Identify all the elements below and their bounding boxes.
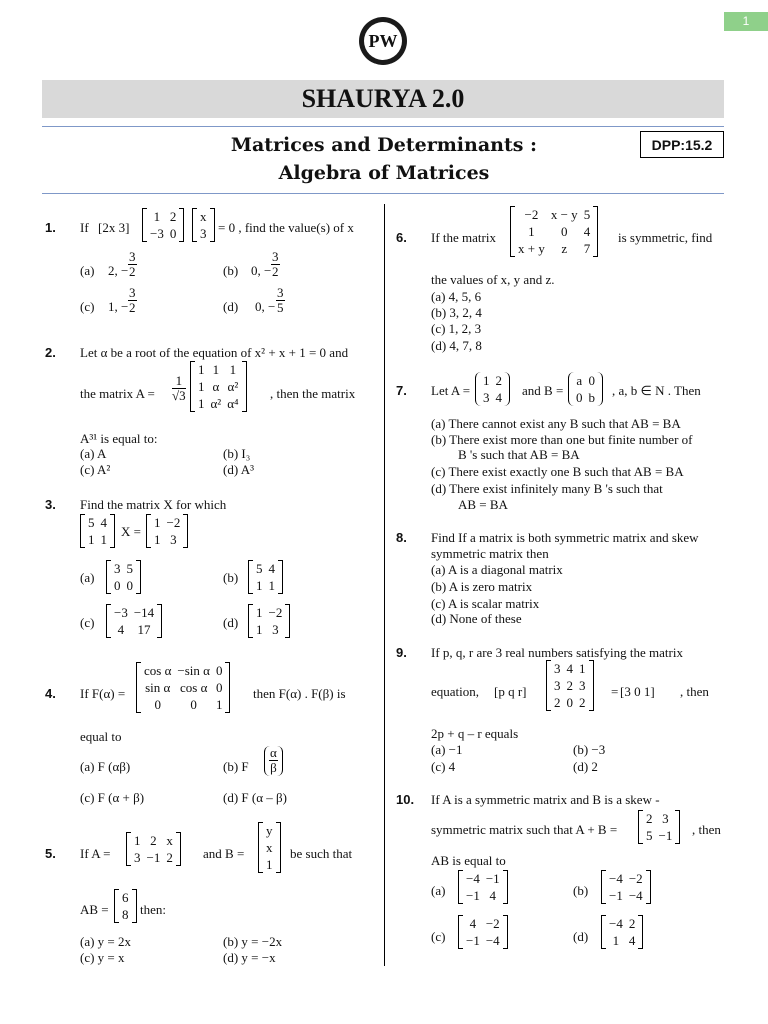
matrix-cell: −1 [466,888,480,903]
q10-option-b-matrix [601,870,651,904]
option: (c) y = x [80,950,125,965]
q9-matrix [546,660,594,711]
matrix-row [195,361,242,378]
matrix-cell: 3 [483,390,490,405]
option: (b) y = −2x [223,934,283,949]
option: (a) y = 2x [80,934,132,949]
matrix-row [463,932,503,949]
q10-option-c-matrix [458,915,508,949]
option: (d) 2 [573,759,598,774]
matrix-row [131,832,176,849]
matrix-cell: −4 [466,871,480,886]
matrix-cell: x [166,833,173,848]
q10-option-d-matrix [601,915,643,949]
column-divider [384,204,385,966]
q10-text: , then [692,822,721,837]
matrix-cell: 2 [166,850,173,865]
matrix-cell: 2 [579,695,586,710]
matrix-cell: 5 [583,207,591,222]
q10-text: symmetric matrix such that A + B = [431,822,618,837]
option-label: (b) [223,263,239,278]
q4-text: equal to [80,729,122,744]
q4-text: If F(α) = [80,686,126,701]
matrix-cell: 1 [198,396,205,411]
matrix-row [197,225,210,242]
matrix-cell: α² [227,379,239,394]
matrix-cell: −2 [628,871,643,886]
matrix-cell: 1 [154,532,161,547]
matrix-cell: sin α [145,680,171,695]
matrix-row [151,514,183,531]
matrix-cell: 6 [122,890,129,905]
option: (a) F (αβ) [80,759,131,774]
option: (c) There exist exactly one B such that AB = BA [431,464,684,479]
option-label: (d) [573,929,589,944]
q3-option-d-matrix [248,604,290,638]
option-label: (b) [573,883,589,898]
option: (b) A is zero matrix [431,579,533,594]
matrix-row [573,372,598,389]
matrix-cell: cos α [144,663,172,678]
matrix-cell: 3 [272,622,279,637]
option: (a) There cannot exist any B such that AB = BA [431,416,681,431]
q9-text: If p, q, r are 3 real numbers satisfying the matrix [431,645,683,660]
matrix-row [606,887,646,904]
matrix-cell: 4 [583,224,591,239]
option: (c) F (α + β) [80,790,145,805]
q3-matrix-b [146,514,188,548]
page-number: 1 [724,12,768,31]
option-label: (a) [80,263,95,278]
option-label: (b) [223,570,239,585]
q7-matrix-a [475,372,510,406]
q8-text: Find If a matrix is both symmetric matrix and skew [431,530,699,545]
q5-matrix-a [126,832,181,866]
matrix-cell: 4 [117,622,125,637]
option-label: (d) [223,615,239,630]
matrix-cell: 0 [126,578,133,593]
matrix-cell: 4 [489,888,497,903]
matrix-cell: α⁴ [227,396,239,411]
q4-text: then F(α) . F(β) is [253,686,346,701]
matrix-cell: −4 [628,888,643,903]
q8-text: symmetric matrix then [431,546,549,561]
matrix-cell: 4 [495,390,502,405]
option-label: (a) [431,883,446,898]
matrix-cell: 1 [229,362,237,377]
matrix-cell: 8 [122,907,129,922]
matrix-row [85,531,110,548]
matrix-cell: 2 [554,695,561,710]
matrix-cell: −4 [609,916,623,931]
question-number: 9. [396,645,407,660]
matrix-row [263,839,276,856]
q5-matrix-b [258,822,281,873]
matrix-row [141,662,225,679]
matrix-cell: 4 [100,515,107,530]
q1-text: If [80,220,89,235]
matrix-cell: x + y [518,241,545,256]
matrix-row [151,531,183,548]
q2-text: the matrix A = [80,386,155,401]
matrix-row [463,915,503,932]
q3-option-c-matrix [106,604,162,638]
matrix-cell: 1 [528,224,535,239]
matrix-cell: 4 [268,561,275,576]
pw-logo [358,16,408,66]
q3-option-a-matrix [106,560,141,594]
matrix-cell: 3 [200,226,207,241]
fraction: $\frac{3}{2}$ [272,249,279,279]
matrix-cell: −14 [133,605,155,620]
matrix-row [606,932,638,949]
matrix-row [141,696,225,713]
matrix-cell: −2 [485,916,500,931]
q10-text: AB is equal to [431,853,506,868]
matrix-cell: 5 [256,561,263,576]
option-text: 2, − [108,263,129,278]
matrix-row [253,604,285,621]
matrix-cell: 0 [561,224,568,239]
fraction: $\frac{3}{2}$ [129,249,136,279]
q5-text: then: [140,902,166,917]
option: (b) −3 [573,742,606,757]
matrix-cell: 2 [646,811,653,826]
divider [42,126,724,127]
option: (c) 4 [431,759,456,774]
option: (d) F (α – β) [223,790,287,805]
matrix-cell: −1 [146,850,161,865]
question-number: 2. [45,345,56,360]
q10-option-a-matrix [458,870,508,904]
matrix-row [463,887,503,904]
q7-text: Let A = [431,383,471,398]
option-text: 0, − [255,299,276,314]
matrix-row [131,849,176,866]
matrix-cell: 1 [215,697,223,712]
q5-text: If A = [80,846,111,861]
option: (d) y = −x [223,950,276,965]
option: (b) 3, 2, 4 [431,305,482,320]
matrix-row [111,621,157,638]
matrix-cell: 1 [153,209,161,224]
matrix-cell: 1 [198,362,205,377]
matrix-row [263,856,276,873]
matrix-cell: −3 [150,226,164,241]
option-label: (c) [80,615,95,630]
matrix-cell: a [576,373,583,388]
matrix-cell: 1 [579,661,586,676]
matrix-cell: 7 [583,241,591,256]
matrix-cell: 0 [169,226,177,241]
matrix-cell: 0 [190,697,197,712]
question-number: 5. [45,846,56,861]
matrix-row [515,206,593,223]
option: B 's such that AB = BA [458,447,580,462]
matrix-cell: 1 [266,857,273,872]
option: (a) 4, 5, 6 [431,289,482,304]
q10-matrix [638,810,680,844]
matrix-row [606,915,638,932]
matrix-cell: 1 [256,605,263,620]
option: (b) F [223,759,249,774]
q9-rhs: [3 0 1] [620,684,655,699]
matrix-cell: 3 [134,850,141,865]
fraction: $\frac{3}{2}$ [129,285,136,315]
q7-text: , a, b ∈ N . Then [612,383,701,398]
question-number: 3. [45,497,56,512]
q2-text: Let α be a root of the equation of x² + x + 1 = 0 and [80,345,349,360]
matrix-row [551,677,589,694]
matrix-cell: 1 [268,578,275,593]
matrix-cell: α² [210,396,222,411]
matrix-row [85,514,110,531]
q4-matrix [136,662,230,713]
matrix-cell: 3 [579,678,586,693]
matrix-cell: 2 [169,209,177,224]
question-number: 4. [45,686,56,701]
matrix-cell: 4 [469,916,477,931]
matrix-row [195,395,242,412]
matrix-row [643,827,675,844]
matrix-cell: x − y [550,207,578,222]
q6-text: the values of x, y and z. [431,272,555,287]
option: (d) 4, 7, 8 [431,338,482,353]
svg-text:PW: PW [368,31,398,51]
matrix-cell: y [266,823,273,838]
option: (d) A³ [223,462,254,477]
q7-matrix-b [568,372,603,406]
q2-text: A³¹ is equal to: [80,431,158,446]
option: (c) 1, 2, 3 [431,321,482,336]
option: (b) I₃ [223,446,251,461]
topic-line2: Algebra of Matrices [278,162,490,184]
matrix-cell: −2 [268,605,283,620]
matrix-cell: 1 [483,373,490,388]
matrix-cell: 4 [566,661,573,676]
matrix-cell: 1 [134,833,141,848]
matrix-cell: 5 [126,561,133,576]
option: AB = BA [458,497,508,512]
matrix-row [551,660,589,677]
option: (a) A is a diagonal matrix [431,562,563,577]
matrix-cell: cos α [179,680,208,695]
matrix-row [515,240,593,257]
matrix-cell: 1 [198,379,205,394]
matrix-row [195,378,242,395]
matrix-row [253,577,278,594]
question-number: 10. [396,792,415,807]
question-number: 6. [396,230,407,245]
matrix-cell: 2 [495,373,502,388]
q1-matrix-b [192,208,215,242]
matrix-cell: 1 [88,532,95,547]
q3-text: Find the matrix X for which [80,497,227,512]
matrix-row [119,906,132,923]
matrix-cell: 1 [100,532,107,547]
matrix-row [480,372,505,389]
divider [42,193,724,194]
matrix-cell: 1 [612,933,620,948]
option: (d) There exist infinitely many B 's such that [431,481,663,496]
matrix-row [551,694,589,711]
matrix-cell: 3 [114,561,121,576]
option: (b) There exist more than one but finite number of [431,432,693,447]
matrix-cell: α [212,379,220,394]
matrix-cell: 1 [256,578,263,593]
fraction: $\frac{3}{5}$ [277,285,284,315]
matrix-row [606,870,646,887]
matrix-row [463,870,503,887]
matrix-cell: 1 [154,515,161,530]
matrix-cell: −2 [166,515,181,530]
q7-text: and B = [522,383,564,398]
matrix-cell: 3 [662,811,669,826]
matrix-row [263,822,276,839]
matrix-cell: 0 [154,697,161,712]
dpp-label: DPP:15.2 [640,131,724,158]
matrix-row [111,604,157,621]
q5-text: AB = [80,902,109,917]
matrix-cell: 2 [150,833,157,848]
matrix-cell: 4 [628,933,636,948]
topic-line1: Matrices and Determinants : [230,134,538,156]
q9-text: , then [680,684,709,699]
q1-matrix-a [142,208,184,242]
option-label: (c) [80,299,95,314]
matrix-row [141,679,225,696]
matrix-cell: 0 [566,695,573,710]
q9-text: = [611,684,619,699]
matrix-cell: 0 [215,663,223,678]
matrix-cell: 0 [215,680,223,695]
matrix-cell: z [561,241,568,256]
matrix-cell: 2 [628,916,636,931]
q5-text: and B = [203,846,245,861]
matrix-row [111,577,136,594]
matrix-row [643,810,675,827]
q5-text: be such that [290,846,353,861]
banner-title: SHAURYA 2.0 [42,80,724,118]
q9-text: 2p + q – r equals [431,726,519,741]
option-label: (a) [80,570,95,585]
matrix-cell: 5 [646,828,653,843]
option-label: (d) [223,299,239,314]
q10-text: If A is a symmetric matrix and B is a skew - [431,792,660,807]
matrix-cell: 0 [114,578,121,593]
matrix-cell: 5 [88,515,95,530]
q1-row-matrix: [2x 3] [98,220,130,235]
matrix-cell: 0 [588,373,595,388]
matrix-row [253,621,285,638]
matrix-cell: 3 [170,532,177,547]
matrix-cell: 1 [212,362,220,377]
q3-text: X = [121,524,141,539]
matrix-cell: −1 [609,888,623,903]
option-text: 1, − [108,299,129,314]
matrix-cell: b [588,390,595,405]
matrix-cell: −4 [609,871,623,886]
matrix-cell: x [200,209,207,224]
matrix-row [253,560,278,577]
matrix-row [111,560,136,577]
matrix-row [197,208,210,225]
option: (a) −1 [431,742,463,757]
q6-matrix [510,206,598,257]
question-number: 1. [45,220,56,235]
q3-option-b-matrix [248,560,283,594]
matrix-cell: −sin α [177,663,210,678]
fraction-paren: $\frac{\alpha}{\beta}$ [264,746,283,776]
q6-text: If the matrix [431,230,496,245]
matrix-row [573,389,598,406]
option: (c) A² [80,462,111,477]
matrix-row [147,225,179,242]
q2-text: , then the matrix [270,386,356,401]
matrix-cell: −2 [524,207,539,222]
q2-matrix [190,361,247,412]
matrix-row [119,889,132,906]
matrix-cell: −1 [466,933,480,948]
matrix-cell: 17 [137,622,151,637]
question-number: 8. [396,530,407,545]
matrix-cell: −1 [485,871,500,886]
question-number: 7. [396,383,407,398]
matrix-row [480,389,505,406]
matrix-cell: 3 [554,678,561,693]
option-label: (c) [431,929,446,944]
matrix-row [147,208,179,225]
matrix-row [515,223,593,240]
option: (d) None of these [431,611,522,626]
q3-matrix-a [80,514,115,548]
q9-text: equation, [431,684,480,699]
matrix-cell: 2 [566,678,573,693]
matrix-cell: 3 [554,661,561,676]
q6-text: is symmetric, find [618,230,713,245]
matrix-cell: −3 [114,605,128,620]
matrix-cell: −4 [485,933,500,948]
option: (c) A is scalar matrix [431,596,540,611]
matrix-cell: 1 [256,622,263,637]
matrix-cell: x [266,840,273,855]
matrix-cell: 0 [576,390,583,405]
option-text: 0, − [251,263,272,278]
q1-text-end: = 0 , find the value(s) of x [218,220,354,235]
q5-matrix-ab [114,889,137,923]
fraction: $\frac{1}{√3}$ [172,373,186,403]
option: (a) A [80,446,107,461]
q9-row-matrix: [p q r] [494,684,527,699]
matrix-cell: −1 [658,828,673,843]
